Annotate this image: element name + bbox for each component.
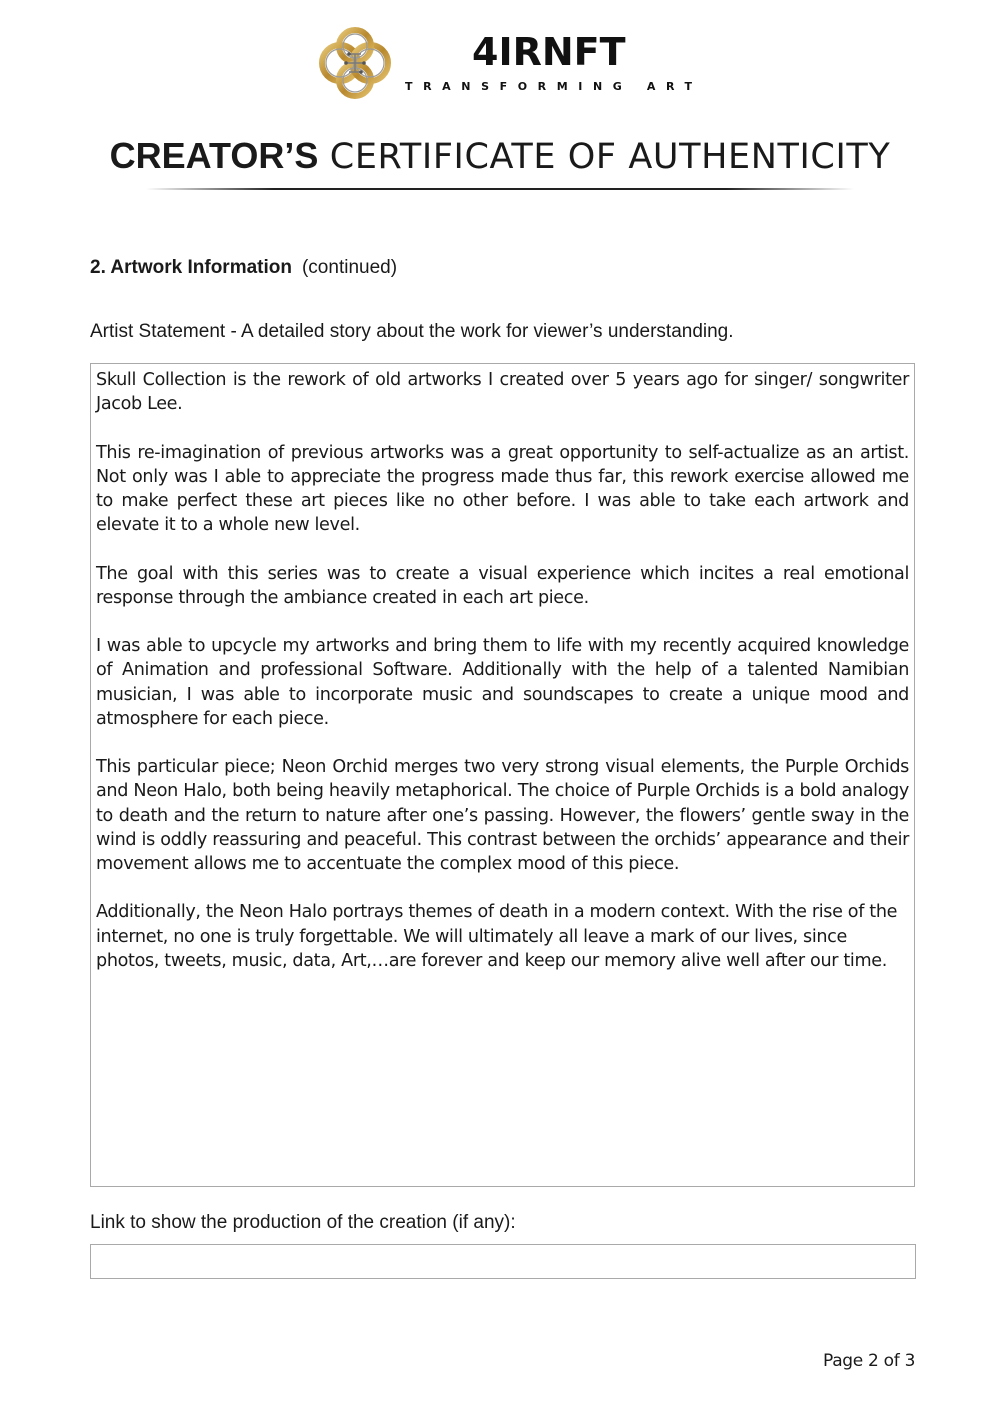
gold-knot-logo-icon: [316, 24, 394, 102]
page-number: Page 2 of 3: [823, 1351, 916, 1371]
statement-paragraph: Skull Collection is the rework of old artworks I created over 5 years ago for singer/ songwriter Jacob Lee.: [96, 370, 909, 415]
section-heading: [90, 256, 397, 280]
brand-name: 4IRNFT: [472, 30, 626, 74]
statement-paragraph: This particular piece; Neon Orchid merges two very strong visual elements, the Purple Orchids and Neon Halo, both being heavily metaphorical. The choice of Purple Orchids is a bold analogy to death and the return to nature after one’s passing. However, the flowers’ gentle sway in the wind is oddly reassuring and peaceful. This contrast between the orchids’ appearance and their movement allows me to accentuate the complex mood of this piece.: [96, 757, 909, 874]
statement-paragraph: Additionally, the Neon Halo portrays themes of death in a modern context. With the rise of the internet, no one is truly forgettable. We will ultimately all leave a mark of our lives, since photos, tweets, music, data, Art,…are forever and keep our memory alive well after our time.: [96, 902, 898, 971]
page-title: [0, 134, 1000, 179]
statement-paragraph: This re-imagination of previous artworks was a great opportunity to self-actualize as an artist. Not only was I able to appreciate the progress made thus far, this rework exercise allowed me to make perfect these art pieces like no other before. I was able to take each artwork and elevate it to a whole new level.: [96, 442, 909, 536]
section-heading-text: 2. Artwork Information: [90, 257, 292, 278]
section-continued: (continued): [301, 257, 398, 278]
title-strong: CREATOR’S: [109, 135, 319, 176]
production-link-label: Link to show the production of the creation (if any):: [90, 1212, 516, 1233]
production-link-field[interactable]: [90, 1244, 916, 1279]
statement-paragraph: The goal with this series was to create a visual experience which incites a real emotional response through the ambiance created in each art piece.: [96, 563, 909, 608]
title-light: CERTIFICATE OF AUTHENTICITY: [329, 137, 891, 177]
title-divider: [146, 188, 854, 190]
header: [0, 22, 1000, 102]
artist-statement-label: Artist Statement - A detailed story about the work for viewer’s understanding.: [90, 321, 734, 342]
brand-tagline: TRANSFORMING ART: [405, 80, 703, 93]
artist-statement-field[interactable]: [90, 363, 915, 1187]
statement-paragraph: I was able to upcycle my artworks and bring them to life with my recently acquired knowledge of Animation and professional Software. Additionally with the help of a talented Namibian musician, I was able to incorporate music and soundscapes to create a unique mood and atmosphere for each piece.: [96, 636, 909, 729]
